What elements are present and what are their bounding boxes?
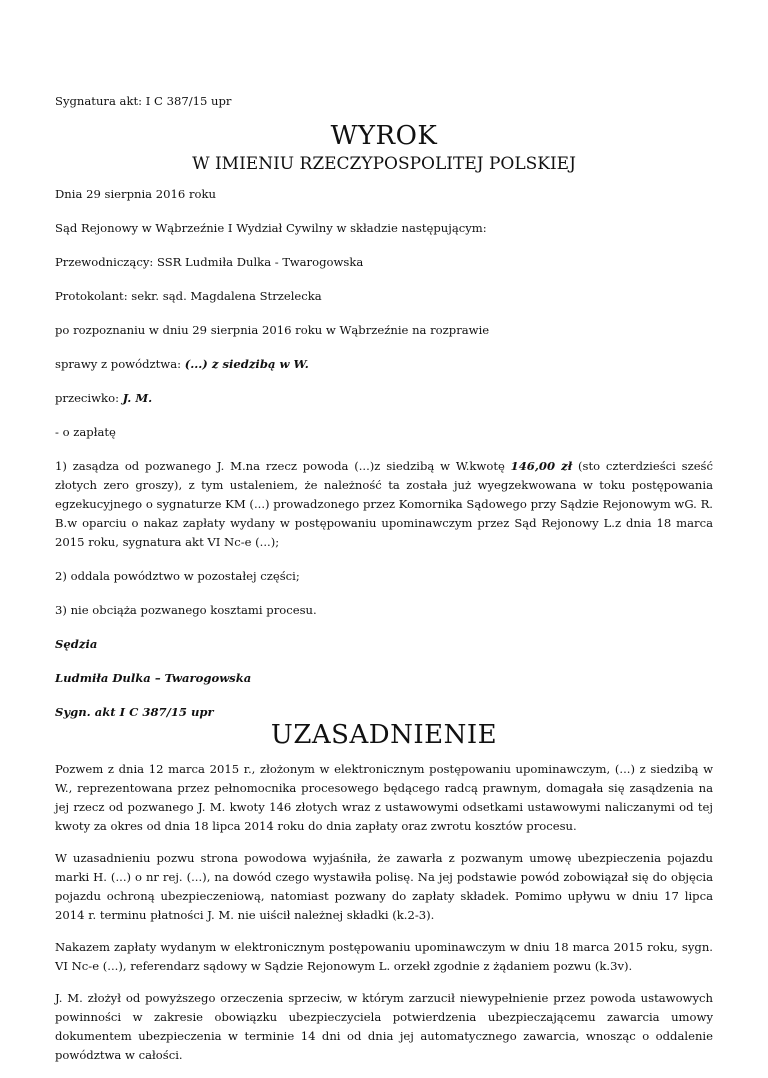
justification-paragraph-4: J. M. złożył od powyższego orzeczenia sprzeciw, w którym zarzucił niewypełnienie przez powoda ustawowych powinności w zakresie obowiązku ubezpieczyciela potwierdzenia ubezpieczającemu zawarcia umowy dokumentem ubezpieczenia w terminie 14 dni od dnia jej automatycznego zawarcia, wnosząc o oddalenie powództwa w całości. — [55, 991, 713, 1062]
justification-paragraph-2: W uzasadnieniu pozwu strona powodowa wyjaśniła, że zawarła z pozwanym umowę ubezpieczenia pojazdu marki H. (...) o nr rej. (...), na dowód czego wystawiła polisę. Na jej podstawie powód zobowiązał się do objęcia pojazdu ochroną ubezpieczeniową, natomiast pozwany do zapłaty składek. Pomimo upływu w dniu 17 lipca 2014 r. terminu płatności J. M. nie uiścił należnej składki (k.2-3). — [55, 851, 713, 922]
case-number: Sygn. akt I C 387/15 upr — [55, 705, 214, 719]
judgment-subtitle: W IMIENIU RZECZYPOSPOLITEJ POLSKIEJ — [192, 154, 576, 174]
court-clerk: Protokolant: sekr. sąd. Magdalena Strzelecka — [55, 289, 322, 303]
case-plaintiff-line — [55, 355, 713, 374]
document-page — [55, 92, 713, 1078]
against-prefix: przeciwko: — [55, 391, 123, 405]
hearing-info: po rozpoznaniu w dniu 29 sierpnia 2016 roku w Wąbrzeźnie na rozprawie — [55, 323, 490, 337]
case-defendant-line — [55, 389, 713, 408]
justification-paragraph-1: Pozwem z dnia 12 marca 2015 r., złożonym w elektronicznym postępowaniu upominawczym, (...) z siedzibą w W., reprezentowana przez pełnomocnika procesowego będącego radcą prawnym, domagała się zasądzenia na jej rzecz od pozwanego J. M. kwoty 146 złotych wraz z ustawowymi odsetkami ustawowymi naliczanymi od tej kwoty za okres od dnia 18 lipca 2014 roku do dnia zapłaty oraz zwrotu kosztów procesu. — [55, 762, 713, 833]
presiding-judge: Przewodniczący: SSR Ludmiła Dulka - Twarogowska — [55, 255, 364, 269]
ruling-item-1 — [55, 457, 713, 552]
case-signature: Sygnatura akt: I C 387/15 upr — [55, 94, 232, 108]
justification-paragraph-3: Nakazem zapłaty wydanym w elektronicznym postępowaniu upominawczym w dniu 18 marca 2015 roku, sygn. VI Nc-e (...), referendarz sądowy w Sądzie Rejonowym L. orzekł zgodnie z żądaniem pozwu (k.3v). — [55, 940, 713, 973]
judgment-date: Dnia 29 sierpnia 2016 roku — [55, 187, 216, 201]
defendant-name: J. M. — [122, 391, 153, 405]
judge-role: Sędzia — [55, 637, 98, 651]
ruling-item-2: 2) oddala powództwo w pozostałej części; — [55, 569, 300, 583]
ruling-amount: 146,00 zł — [510, 459, 573, 473]
ruling-item-1-text-b: (sto czterdzieści sześć złotych zero groszy), z tym ustaleniem, że należność ta została już wyegzekwowana w toku postępowania egzekucyjnego o sygnaturze KM (...) prowadzonego przez Komornika Sądowego przy Sądzie Rejonowym wG. R. B.w oparciu o nakaz zapłaty wydany w postępowaniu upominawczym przez Sąd Rejonowy L.z dnia 18 marca 2015 roku, sygnatura akt VI Nc-e (...); — [55, 459, 713, 549]
ruling-item-1-text-a: 1) zasądza od pozwanego J. M.na rzecz powoda (...)z siedzibą w W.kwotę — [55, 459, 511, 473]
court-composition: Sąd Rejonowy w Wąbrzeźnie I Wydział Cywilny w składzie następującym: — [55, 221, 487, 235]
case-prefix: sprawy z powództwa: — [55, 357, 185, 371]
judge-name: Ludmiła Dulka – Twarogowska — [55, 671, 252, 685]
case-subject: - o zapłatę — [55, 425, 116, 439]
judgment-title: WYROK — [330, 121, 438, 151]
justification-title: UZASADNIENIE — [270, 720, 498, 750]
ruling-item-3: 3) nie obciąża pozwanego kosztami procesu. — [55, 603, 317, 617]
plaintiff-name: (...) z siedzibą w W. — [184, 357, 309, 371]
